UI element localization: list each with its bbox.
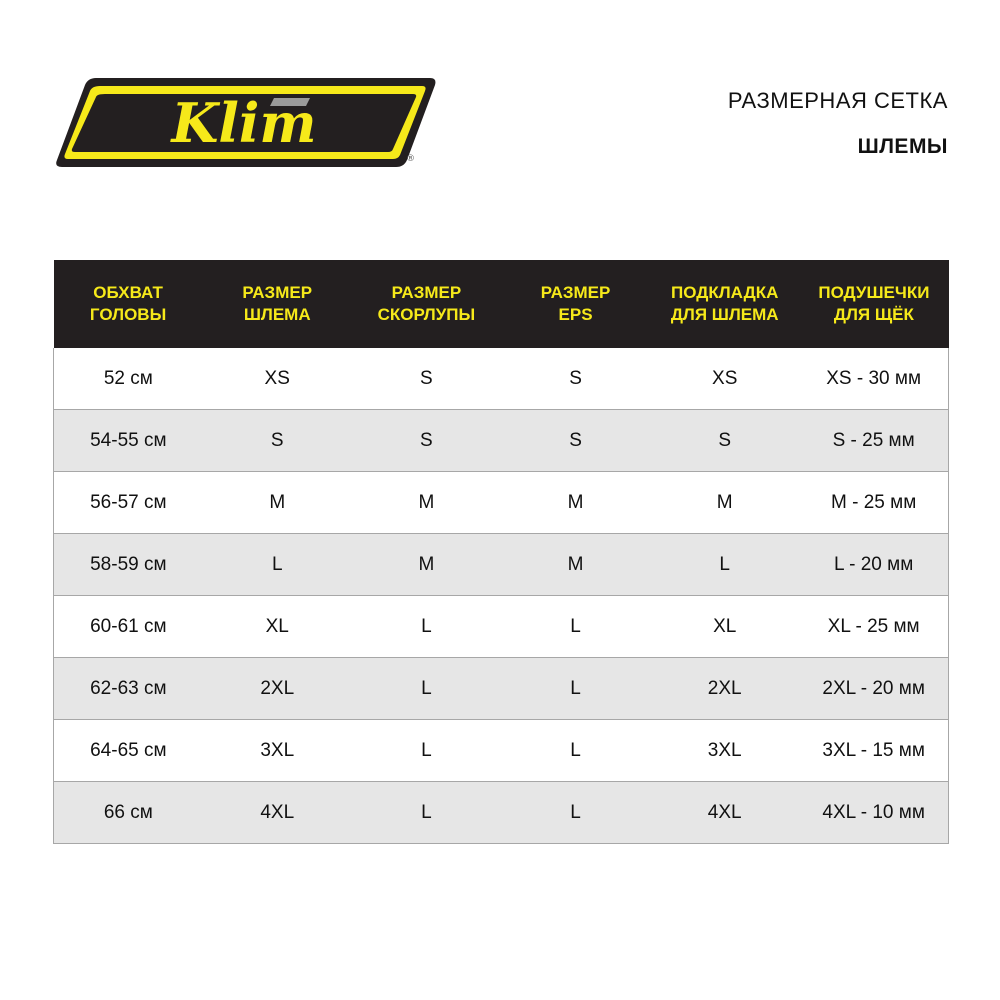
table-cell-helmet-size: 2XL [203,658,352,720]
table-cell-liner: XS [650,348,799,410]
table-cell-eps-size: S [501,348,650,410]
table-cell-cheek-pads: XL - 25 мм [799,596,948,658]
table-cell-liner: 4XL [650,782,799,844]
table-cell-head-circumference: 66 см [54,782,203,844]
table-cell-cheek-pads: L - 20 мм [799,534,948,596]
table-cell-eps-size: L [501,782,650,844]
table-cell-helmet-size: XL [203,596,352,658]
table-cell-shell-size: M [352,534,501,596]
table-cell-eps-size: M [501,472,650,534]
table-cell-helmet-size: 3XL [203,720,352,782]
column-header-liner: ПОДКЛАДКА ДЛЯ ШЛЕМА [650,260,799,348]
table-cell-shell-size: S [352,410,501,472]
table-cell-liner: 3XL [650,720,799,782]
table-cell-helmet-size: 4XL [203,782,352,844]
table-cell-helmet-size: XS [203,348,352,410]
document-title: РАЗМЕРНАЯ СЕТКА [727,88,948,113]
table-cell-cheek-pads: 3XL - 15 мм [799,720,948,782]
table-cell-cheek-pads: M - 25 мм [799,472,948,534]
table-cell-liner: S [650,410,799,472]
table-cell-head-circumference: 58-59 см [54,534,203,596]
table-cell-head-circumference: 56-57 см [54,472,203,534]
table-row [54,410,949,472]
column-header-head-circumference: ОБХВАТ ГОЛОВЫ [54,260,203,348]
logo-wordmark: Klim [171,91,317,155]
table-cell-eps-size: M [501,534,650,596]
table-cell-liner: 2XL [650,658,799,720]
table-cell-helmet-size: S [203,410,352,472]
table-cell-shell-size: M [352,472,501,534]
table-cell-cheek-pads: XS - 30 мм [799,348,948,410]
table-cell-eps-size: L [501,596,650,658]
table-cell-liner: L [650,534,799,596]
table-row [54,782,949,844]
table-row [54,534,949,596]
table-cell-shell-size: L [352,782,501,844]
table-cell-head-circumference: 52 см [54,348,203,410]
table-cell-shell-size: S [352,348,501,410]
klim-logo [48,72,440,172]
size-chart-table [53,260,949,844]
table-cell-head-circumference: 60-61 см [54,596,203,658]
table-cell-eps-size: L [501,720,650,782]
table-cell-liner: XL [650,596,799,658]
table-header-row [54,260,949,348]
table-cell-head-circumference: 64-65 см [54,720,203,782]
table-cell-head-circumference: 54-55 см [54,410,203,472]
table-cell-liner: M [650,472,799,534]
table-row [54,720,949,782]
column-header-eps-size: РАЗМЕР EPS [501,260,650,348]
table-cell-eps-size: L [501,658,650,720]
table-cell-cheek-pads: 4XL - 10 мм [799,782,948,844]
column-header-shell-size: РАЗМЕР СКОРЛУПЫ [352,260,501,348]
table-cell-eps-size: S [501,410,650,472]
column-header-helmet-size: РАЗМЕР ШЛЕМА [203,260,352,348]
table-cell-shell-size: L [352,720,501,782]
table-row [54,348,949,410]
table-cell-cheek-pads: S - 25 мм [799,410,948,472]
table-row [54,472,949,534]
document-header [728,88,948,160]
table-cell-cheek-pads: 2XL - 20 мм [799,658,948,720]
document-subtitle: ШЛЕМЫ [857,135,948,158]
column-header-cheek-pads: ПОДУШЕЧКИ ДЛЯ ЩЁК [799,260,948,348]
table-cell-helmet-size: M [203,472,352,534]
table-cell-helmet-size: L [203,534,352,596]
table-row [54,658,949,720]
registered-mark: ® [406,154,415,164]
table-cell-shell-size: L [352,658,501,720]
table-cell-head-circumference: 62-63 см [54,658,203,720]
table-cell-shell-size: L [352,596,501,658]
table-row [54,596,949,658]
